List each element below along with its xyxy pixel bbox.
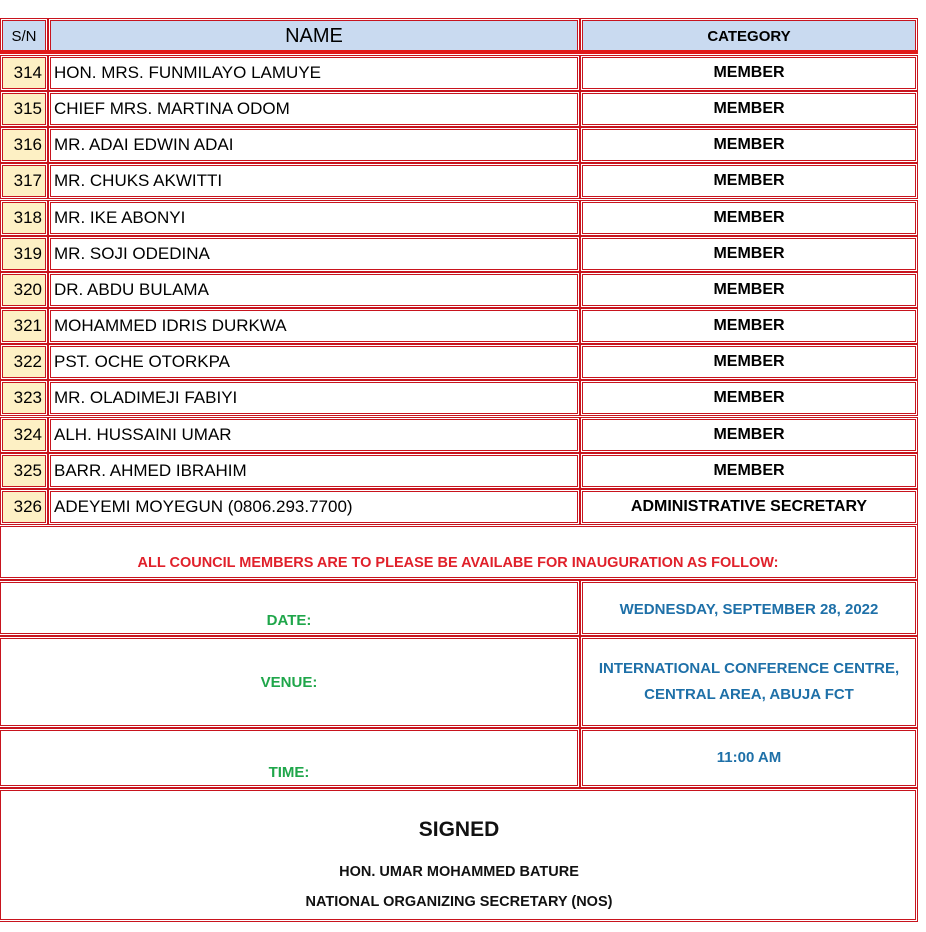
row-sn xyxy=(2,238,46,270)
signed-heading: SIGNED xyxy=(418,818,500,841)
header-sn xyxy=(2,20,46,52)
date-label: DATE: xyxy=(266,612,312,629)
row-sn-text: 325 xyxy=(13,461,42,480)
inauguration-notice xyxy=(0,526,916,578)
row-category xyxy=(582,419,916,451)
row-name-text: HON. MRS. FUNMILAYO LAMUYE xyxy=(54,63,321,82)
row-category-text: MEMBER xyxy=(713,353,785,370)
row-sn-text: 323 xyxy=(13,388,42,407)
row-category-text: MEMBER xyxy=(713,389,785,406)
time-value-cell xyxy=(582,730,916,786)
row-category xyxy=(582,382,916,414)
row-name xyxy=(50,419,578,451)
date-value-cell xyxy=(582,582,916,634)
row-name-text: ADEYEMI MOYEGUN (0806.293.7700) xyxy=(54,497,353,516)
row-category-text: MEMBER xyxy=(713,317,785,334)
row-category-text: MEMBER xyxy=(713,136,785,153)
row-sn xyxy=(2,491,46,523)
row-name xyxy=(50,202,578,234)
row-name-text: MOHAMMED IDRIS DURKWA xyxy=(54,316,287,335)
row-category-text: MEMBER xyxy=(713,281,785,298)
row-sn xyxy=(2,165,46,197)
header-sn-label: S/N xyxy=(11,27,37,45)
venue-line-1: INTERNATIONAL CONFERENCE CENTRE, xyxy=(598,660,900,677)
date-label-cell xyxy=(0,582,578,634)
row-name xyxy=(50,310,578,342)
row-sn-text: 322 xyxy=(13,352,42,371)
row-category-text: MEMBER xyxy=(713,245,785,262)
row-sn-text: 320 xyxy=(13,280,42,299)
venue-label-cell xyxy=(0,638,578,726)
row-name xyxy=(50,491,578,523)
signatory-title: NATIONAL ORGANIZING SECRETARY (NOS) xyxy=(305,894,613,910)
header-category xyxy=(582,20,916,52)
signatory-name: HON. UMAR MOHAMMED BATURE xyxy=(339,864,579,880)
row-sn xyxy=(2,274,46,306)
row-category-text: MEMBER xyxy=(713,172,785,189)
row-name-text: MR. SOJI ODEDINA xyxy=(54,244,210,263)
row-sn xyxy=(2,57,46,89)
header-category-label: CATEGORY xyxy=(707,27,791,45)
row-name xyxy=(50,57,578,89)
row-name xyxy=(50,238,578,270)
row-sn xyxy=(2,419,46,451)
time-value: 11:00 AM xyxy=(716,749,782,766)
row-name-text: MR. IKE ABONYI xyxy=(54,208,186,227)
row-category-text: ADMINISTRATIVE SECRETARY xyxy=(630,498,868,515)
row-category xyxy=(582,238,916,270)
date-value: WEDNESDAY, SEPTEMBER 28, 2022 xyxy=(619,601,879,618)
row-sn-text: 319 xyxy=(13,244,42,263)
header-name-label: NAME xyxy=(285,24,343,47)
row-name xyxy=(50,165,578,197)
row-category-text: MEMBER xyxy=(713,462,785,479)
row-category-text: MEMBER xyxy=(713,100,785,117)
row-category xyxy=(582,129,916,161)
row-sn xyxy=(2,93,46,125)
row-name-text: CHIEF MRS. MARTINA ODOM xyxy=(54,99,290,118)
row-sn-text: 321 xyxy=(13,316,42,335)
row-category xyxy=(582,274,916,306)
row-sn xyxy=(2,129,46,161)
row-category xyxy=(582,346,916,378)
row-name-text: MR. CHUKS AKWITTI xyxy=(54,171,223,190)
row-sn xyxy=(2,382,46,414)
row-category-text: MEMBER xyxy=(713,64,785,81)
time-label-cell xyxy=(0,730,578,786)
header-name xyxy=(50,20,578,52)
row-name xyxy=(50,274,578,306)
row-name xyxy=(50,93,578,125)
row-sn-text: 314 xyxy=(13,63,42,82)
row-category xyxy=(582,455,916,487)
row-name xyxy=(50,455,578,487)
row-name-text: PST. OCHE OTORKPA xyxy=(54,352,231,371)
notice-text: ALL COUNCIL MEMBERS ARE TO PLEASE BE AVAILABE FOR INAUGURATION AS FOLLOW: xyxy=(137,555,779,571)
row-sn-text: 324 xyxy=(13,425,42,444)
row-sn-text: 315 xyxy=(13,99,42,118)
row-sn xyxy=(2,346,46,378)
row-name xyxy=(50,382,578,414)
row-name-text: ALH. HUSSAINI UMAR xyxy=(54,425,232,444)
row-sn xyxy=(2,455,46,487)
row-category xyxy=(582,491,916,523)
row-sn-text: 316 xyxy=(13,135,42,154)
row-category xyxy=(582,310,916,342)
row-sn-text: 326 xyxy=(13,497,42,516)
row-sn-text: 317 xyxy=(13,171,42,190)
row-sn xyxy=(2,310,46,342)
row-name-text: BARR. AHMED IBRAHIM xyxy=(54,461,247,480)
row-category xyxy=(582,165,916,197)
venue-label: VENUE: xyxy=(260,673,318,691)
row-name-text: DR. ABDU BULAMA xyxy=(54,280,209,299)
time-label: TIME: xyxy=(268,764,310,781)
header-red-rule xyxy=(0,50,918,54)
row-sn xyxy=(2,202,46,234)
row-category xyxy=(582,57,916,89)
row-category xyxy=(582,93,916,125)
row-sn-text: 318 xyxy=(13,208,42,227)
row-name-text: MR. ADAI EDWIN ADAI xyxy=(54,135,234,154)
row-name xyxy=(50,129,578,161)
row-name xyxy=(50,346,578,378)
row-name-text: MR. OLADIMEJI FABIYI xyxy=(54,388,238,407)
row-category-text: MEMBER xyxy=(713,426,785,443)
venue-line-2: CENTRAL AREA, ABUJA FCT xyxy=(644,686,854,703)
row-category-text: MEMBER xyxy=(713,209,785,226)
row-category xyxy=(582,202,916,234)
venue-value-cell xyxy=(582,638,916,726)
